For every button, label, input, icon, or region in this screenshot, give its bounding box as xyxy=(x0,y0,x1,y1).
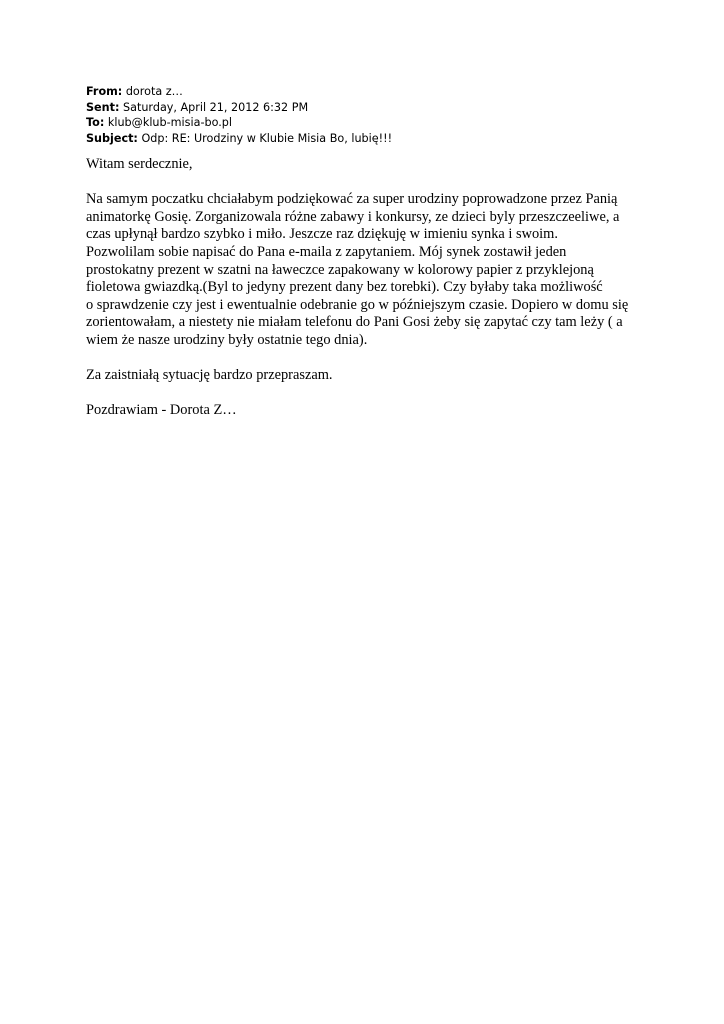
to-row xyxy=(86,115,666,131)
body-line: prostokatny prezent w szatni na ławeczce zapakowany w kolorowy papier z przyklejoną xyxy=(86,261,594,278)
greeting: Witam serdecznie, xyxy=(86,156,193,172)
from-row xyxy=(86,84,666,100)
from-label: From: xyxy=(86,85,123,98)
sent-label: Sent: xyxy=(86,100,120,114)
email-body xyxy=(86,156,656,420)
from-value: dorota z… xyxy=(125,85,183,98)
body-line: Na samym poczatku chciałabym podziękować za super urodziny poprowadzone przez Panią xyxy=(86,191,618,208)
body-line: zorientowałam, a niestety nie miałam telefonu do Pani Gosi żeby się zapytać czy tam leży ( a xyxy=(86,314,623,331)
to-value: klub@klub-misia-bo.pl xyxy=(107,116,233,129)
body-line: wiem że nasze urodziny były ostatnie tego dnia). xyxy=(86,331,368,348)
body-line: czas upłynął bardzo szybko i miło. Jeszcze raz dziękuję w imieniu synka i swoim. xyxy=(86,226,558,243)
sent-value: Saturday, April 21, 2012 6:32 PM xyxy=(123,100,309,114)
to-label: To: xyxy=(86,116,105,129)
apology-paragraph: Za zaistniałą sytuację bardzo przepraszam. xyxy=(86,367,333,384)
email-header xyxy=(86,84,666,146)
sent-row xyxy=(86,100,666,116)
subject-row xyxy=(86,131,666,147)
body-line: fioletowa gwiazdką.(Byl to jedyny prezent dany bez torebki). Czy byłaby taka możliwość xyxy=(86,279,603,296)
body-line: Pozwolilam sobie napisać do Pana e-maila z zapytaniem. Mój synek zostawił jeden xyxy=(86,243,567,260)
subject-label: Subject: xyxy=(86,131,138,145)
signature: Pozdrawiam - Dorota Z… xyxy=(86,402,237,419)
main-paragraph xyxy=(86,191,656,349)
body-line: o sprawdzenie czy jest i ewentualnie odebranie go w późniejszym czasie. Dopiero w domu się xyxy=(86,296,629,313)
body-line: animatorkę Gosię. Zorganizowala różne zabawy i konkursy, ze dzieci byly przeszczeeliwe, a xyxy=(86,208,620,225)
subject-value: Odp: RE: Urodziny w Klubie Misia Bo, lubię!!! xyxy=(141,131,393,145)
